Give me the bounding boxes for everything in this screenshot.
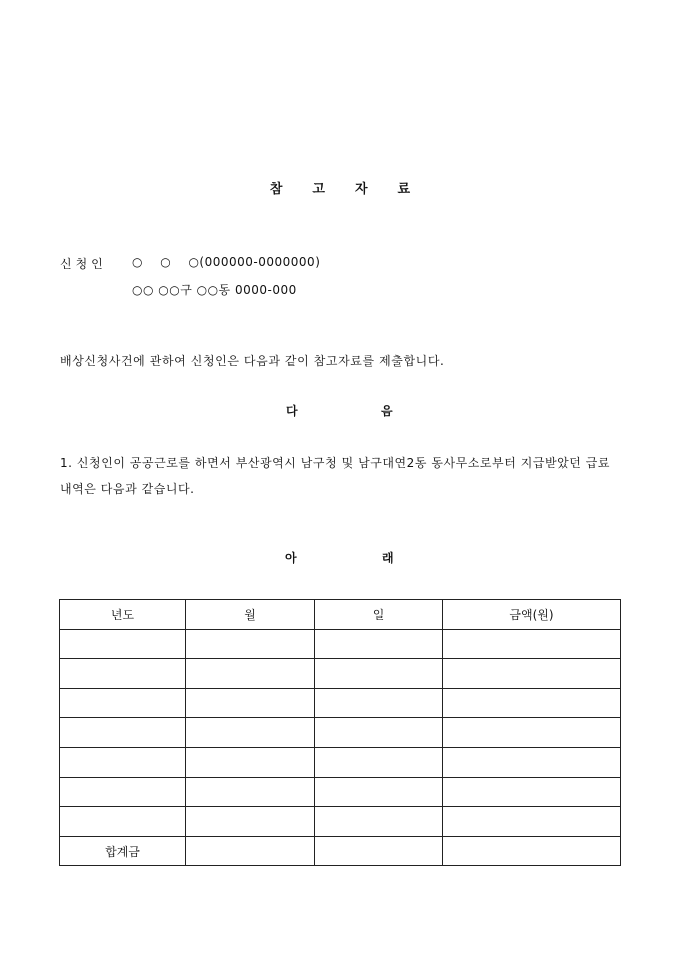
cell-year [60,629,186,659]
cell-day [315,629,443,659]
applicant-label: 신청인 [60,257,107,271]
cell-amount [443,777,621,807]
cell-year [60,747,186,777]
header-month: 월 [186,600,315,630]
cell-month [186,718,315,748]
table-row [60,688,621,718]
item-1-paragraph: 1. 신청인이 공공근로를 하면서 부산광역시 남구청 및 남구대연2동 동사무소로부터 지급받았던 급료 내역은 다음과 같습니다. [60,456,611,496]
cell-amount [443,629,621,659]
cell-month [186,777,315,807]
cell-month [186,807,315,837]
document-title: 참고자료 [269,182,441,197]
table-row [60,718,621,748]
cell-month [186,836,315,866]
applicant-name-line: ○ ○ ○(000000-0000000) [132,255,321,269]
header-year: 년도 [60,600,186,630]
cell-amount [443,688,621,718]
cell-amount [443,718,621,748]
heading-da: 다 [286,404,298,418]
cell-day [315,836,443,866]
table-row [60,777,621,807]
table-header-row [60,600,621,630]
cell-year [60,777,186,807]
cell-year [60,688,186,718]
applicant-address-line: ○○ ○○구 ○○동 0000-000 [132,283,297,297]
cell-year [60,807,186,837]
heading-rae: 래 [382,551,394,565]
salary-table [59,599,621,866]
cell-month [186,688,315,718]
total-label: 합계금 [60,836,186,866]
table-total-row [60,836,621,866]
table-row [60,629,621,659]
cell-amount [443,747,621,777]
cell-month [186,629,315,659]
intro-paragraph: 배상신청사건에 관하여 신청인은 다음과 같이 참고자료를 제출합니다. [60,354,445,368]
cell-day [315,807,443,837]
cell-day [315,777,443,807]
table-row [60,659,621,689]
total-amount [443,836,621,866]
cell-year [60,659,186,689]
cell-day [315,718,443,748]
cell-month [186,747,315,777]
cell-amount [443,659,621,689]
heading-eum: 음 [381,404,393,418]
cell-month [186,659,315,689]
header-day: 일 [315,600,443,630]
header-amount: 금액(원) [443,600,621,630]
cell-day [315,659,443,689]
table-row [60,747,621,777]
cell-day [315,688,443,718]
cell-year [60,718,186,748]
heading-a: 아 [285,551,297,565]
cell-day [315,747,443,777]
table-row [60,807,621,837]
cell-amount [443,807,621,837]
